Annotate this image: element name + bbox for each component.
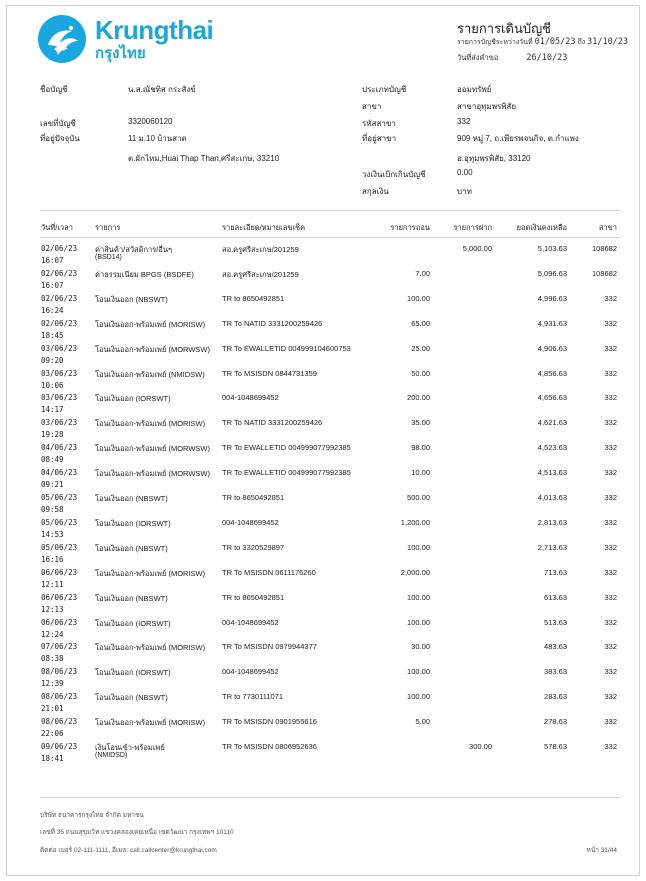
footer-address: เลขที่ 35 ถนนสุขุมวิท แขวงคลองเตยเหนือ เขตวัฒนา กรุงเทพฯ 10110 bbox=[40, 829, 234, 836]
row-description-code: (BSD14) bbox=[95, 254, 122, 261]
row-detail: TR To MSISDN 0611176260 bbox=[222, 567, 316, 577]
table-row bbox=[0, 742, 646, 767]
currency-value: บาท bbox=[457, 187, 472, 196]
row-balance: 4,013.63 bbox=[537, 493, 567, 502]
address-label: ที่อยู่ปัจจุบัน bbox=[40, 134, 80, 143]
row-description: โอนเงินออก-พร้อมเพย์ (NMIDSW) bbox=[95, 369, 205, 379]
row-description: โอนเงินออก-พร้อมเพย์ (MORISW) bbox=[95, 568, 206, 578]
row-detail: TR to 8650492851 bbox=[222, 592, 285, 602]
row-description: โอนเงินออก-พร้อมเพย์ (MORISW) bbox=[95, 643, 206, 653]
row-time: 08:49 bbox=[41, 455, 64, 465]
row-branch: 332 bbox=[604, 517, 617, 527]
branch-code-label: รหัสสาขา bbox=[362, 119, 396, 128]
row-branch: 332 bbox=[604, 667, 617, 677]
row-detail: TR To EWALLETID 004999104600753 bbox=[222, 343, 351, 353]
row-deposit: 5,000.00 bbox=[462, 244, 492, 253]
row-branch: 332 bbox=[604, 592, 617, 602]
address-line2: ต.ผักไหม,Huai Thap Than,ศรีสะเกษ, 33210 bbox=[128, 154, 280, 163]
row-withdrawal: 98.00 bbox=[411, 443, 430, 453]
row-date: 05/06/23 bbox=[41, 542, 78, 552]
table-row bbox=[0, 344, 646, 369]
row-description: เงินโอนเข้า-พร้อมเพย์ bbox=[95, 743, 165, 752]
row-balance: 4,656.63 bbox=[537, 393, 567, 403]
row-branch: 332 bbox=[604, 717, 617, 727]
row-detail: สอ.ครูศรีสะเกษ/201259 bbox=[222, 245, 299, 254]
row-branch: 332 bbox=[604, 567, 617, 577]
page-number: หน้า 31/44 bbox=[586, 847, 617, 854]
account-type-value: ออมทรัพย์ bbox=[457, 85, 492, 94]
row-withdrawal: 100.00 bbox=[407, 293, 430, 303]
row-time: 09:21 bbox=[41, 480, 64, 490]
account-type-label: ประเภทบัญชี bbox=[362, 85, 407, 94]
row-branch: 108682 bbox=[591, 244, 617, 253]
row-branch: 108682 bbox=[591, 268, 617, 278]
row-balance: 4,856.63 bbox=[537, 368, 567, 378]
row-withdrawal: 25.00 bbox=[411, 343, 430, 353]
table-row bbox=[0, 543, 646, 568]
row-date: 05/06/23 bbox=[41, 493, 78, 502]
row-detail: TR To NATID 3331200259426 bbox=[222, 418, 323, 428]
row-time: 16:07 bbox=[41, 280, 64, 290]
row-date: 04/06/23 bbox=[41, 468, 78, 478]
row-withdrawal: 200.00 bbox=[407, 393, 430, 403]
logo-text-th: กรุงไทย bbox=[95, 45, 146, 62]
row-withdrawal: 100.00 bbox=[407, 692, 430, 702]
row-description: โอนเงินออก (NBSWT) bbox=[95, 693, 168, 703]
branch-code-value: 332 bbox=[457, 117, 471, 126]
currency-label: สกุลเงิน bbox=[362, 187, 389, 196]
row-branch: 332 bbox=[604, 393, 617, 403]
row-detail: TR To EWALLETID 004999077992385 bbox=[222, 443, 351, 453]
table-row bbox=[0, 443, 646, 468]
row-time: 12:39 bbox=[41, 679, 64, 689]
row-branch: 332 bbox=[604, 742, 617, 751]
row-description: โอนเงินออก (IORSWT) bbox=[95, 618, 171, 628]
row-withdrawal: 100.00 bbox=[407, 667, 430, 677]
row-balance: 5,096.63 bbox=[537, 268, 567, 278]
row-detail: TR to 7730111071 bbox=[222, 692, 284, 702]
branch-address-label: ที่อยู่สาขา bbox=[362, 134, 397, 143]
row-branch: 332 bbox=[604, 368, 617, 378]
row-date: 02/06/23 bbox=[41, 268, 78, 278]
table-row bbox=[0, 568, 646, 593]
table-row bbox=[0, 418, 646, 443]
row-time: 09:20 bbox=[41, 355, 64, 365]
row-detail: TR To MSISDN 0979944377 bbox=[222, 642, 317, 652]
row-description: ค่าธรรมเนียม BPGS (BSDFE) bbox=[95, 269, 194, 279]
row-balance: 513.63 bbox=[544, 617, 567, 627]
address-line1: 11 ม.10 บ้านสาด bbox=[128, 134, 187, 143]
row-detail: สอ.ครูศรีสะเกษ/201259 bbox=[222, 269, 299, 279]
row-time: 12:11 bbox=[41, 579, 64, 589]
overdraft-value: 0.00 bbox=[457, 168, 473, 177]
account-number-value: 3320060120 bbox=[128, 117, 173, 126]
row-date: 02/06/23 bbox=[41, 318, 78, 328]
table-row bbox=[0, 717, 646, 742]
col-header-date: วันที่/เวลา bbox=[41, 223, 73, 232]
row-date: 02/06/23 bbox=[41, 244, 78, 253]
row-description: โอนเงินออก (IORSWT) bbox=[95, 518, 171, 528]
row-description: โอนเงินออก-พร้อมเพย์ (MORISW) bbox=[95, 319, 206, 329]
row-detail: TR to 8650492851 bbox=[222, 293, 285, 303]
document-title: รายการเดินบัญชี bbox=[457, 21, 551, 36]
row-balance: 4,621.63 bbox=[537, 418, 567, 428]
row-time: 09:58 bbox=[41, 505, 64, 514]
row-detail: 004-1048699452 bbox=[222, 667, 279, 677]
row-date: 06/06/23 bbox=[41, 592, 78, 602]
footer-company: บริษัท ธนาคารกรุงไทย จำกัด มหาชน bbox=[40, 812, 144, 819]
row-description: โอนเงินออก (IORSWT) bbox=[95, 394, 171, 404]
row-time: 08:38 bbox=[41, 654, 64, 664]
row-time: 12:24 bbox=[41, 629, 64, 639]
table-row bbox=[0, 618, 646, 643]
row-description: โอนเงินออก-พร้อมเพย์ (MORISW) bbox=[95, 419, 206, 429]
row-branch: 332 bbox=[604, 692, 617, 702]
row-time: 16:16 bbox=[41, 554, 64, 564]
row-balance: 2,813.63 bbox=[537, 517, 567, 527]
row-withdrawal: 1,200.00 bbox=[400, 517, 430, 527]
row-date: 02/06/23 bbox=[41, 293, 78, 303]
row-time: 16:07 bbox=[41, 256, 64, 265]
row-time: 18:45 bbox=[41, 330, 64, 340]
row-balance: 5,103.63 bbox=[537, 244, 567, 253]
row-detail: 004-1048699452 bbox=[222, 617, 279, 627]
row-date: 08/06/23 bbox=[41, 692, 78, 702]
table-row bbox=[0, 468, 646, 493]
table-row bbox=[0, 393, 646, 418]
row-description: โอนเงินออก-พร้อมเพย์ (MORWSW) bbox=[95, 344, 210, 354]
row-withdrawal: 5.00 bbox=[415, 717, 430, 727]
footer-contact: ติดต่อ เบอร์ 02-111-1111, อีเมล: call.callcenter@krungthai.com bbox=[40, 847, 217, 854]
row-description: โอนเงินออก (NBSWT) bbox=[95, 294, 168, 304]
table-row bbox=[0, 593, 646, 618]
statement-period: รายการบัญชีระหว่างวันที่ 01/05/23 ถึง 31/10/23 bbox=[457, 37, 629, 47]
col-header-withdrawal: รายการถอน bbox=[390, 223, 430, 232]
row-detail: 004-1048699452 bbox=[222, 517, 279, 527]
row-date: 03/06/23 bbox=[41, 418, 78, 428]
row-detail: TR to 8650492851 bbox=[222, 493, 285, 502]
row-time: 21:01 bbox=[41, 704, 64, 714]
row-withdrawal: 100.00 bbox=[407, 592, 430, 602]
branch-value: สาขาอุทุมพรพิสัย bbox=[457, 102, 517, 111]
branch-address-line1: 909 หมู่ 7, ถ.เพียรพจนกิจ, ต.กำแพง bbox=[457, 134, 579, 143]
row-balance: 4,906.63 bbox=[537, 343, 567, 353]
row-withdrawal: 10.00 bbox=[411, 468, 430, 478]
row-balance: 713.63 bbox=[544, 567, 567, 577]
row-branch: 332 bbox=[604, 443, 617, 453]
row-balance: 613.63 bbox=[544, 592, 567, 602]
bank-logo bbox=[38, 15, 213, 63]
overdraft-label: วงเงินเบิกเกินบัญชี bbox=[362, 170, 426, 179]
table-top-rule bbox=[40, 210, 620, 211]
table-row bbox=[0, 642, 646, 667]
row-description: โอนเงินออก (IORSWT) bbox=[95, 668, 171, 678]
row-branch: 332 bbox=[604, 343, 617, 353]
table-row bbox=[0, 269, 646, 294]
table-header-rule bbox=[40, 237, 620, 238]
col-header-description: รายการ bbox=[95, 223, 121, 232]
row-time: 22:06 bbox=[41, 729, 64, 739]
row-withdrawal: 2,000.00 bbox=[400, 567, 430, 577]
row-balance: 4,996.63 bbox=[537, 293, 567, 303]
row-date: 08/06/23 bbox=[41, 667, 78, 677]
table-row bbox=[0, 369, 646, 394]
row-withdrawal: 65.00 bbox=[411, 318, 430, 328]
row-date: 06/06/23 bbox=[41, 567, 78, 577]
row-time: 18:41 bbox=[41, 754, 64, 763]
row-branch: 332 bbox=[604, 468, 617, 478]
row-withdrawal: 100.00 bbox=[407, 542, 430, 552]
table-row bbox=[0, 493, 646, 518]
col-header-detail: รายละเอียด/หมายเลขเช็ค bbox=[222, 223, 306, 232]
row-time: 19:28 bbox=[41, 430, 64, 440]
row-deposit: 300.00 bbox=[469, 742, 492, 751]
footer-rule bbox=[40, 797, 620, 798]
row-balance: 4,513.63 bbox=[537, 468, 567, 478]
row-detail: TR To EWALLETID 004999077992385 bbox=[222, 468, 351, 478]
row-date: 03/06/23 bbox=[41, 393, 78, 403]
row-branch: 332 bbox=[604, 293, 617, 303]
row-detail: TR To NATID 3331200259426 bbox=[222, 318, 323, 328]
row-branch: 332 bbox=[604, 542, 617, 552]
row-branch: 332 bbox=[604, 318, 617, 328]
col-header-branch: สาขา bbox=[598, 223, 617, 232]
row-date: 03/06/23 bbox=[41, 343, 78, 353]
row-detail: TR To MSISDN 0806952636 bbox=[222, 742, 317, 751]
row-detail: TR To MSISDN 0844731359 bbox=[222, 368, 317, 378]
account-name-label: ชื่อบัญชี bbox=[40, 85, 68, 94]
row-detail: 004-1048699452 bbox=[222, 393, 279, 403]
row-balance: 483.63 bbox=[544, 642, 567, 652]
table-row bbox=[0, 319, 646, 344]
row-date: 08/06/23 bbox=[41, 717, 78, 727]
row-date: 04/06/23 bbox=[41, 443, 78, 453]
row-date: 06/06/23 bbox=[41, 617, 78, 627]
row-branch: 332 bbox=[604, 418, 617, 428]
row-time: 14:53 bbox=[41, 529, 64, 539]
row-time: 10:06 bbox=[41, 380, 64, 390]
row-description: โอนเงินออก (NBSWT) bbox=[95, 543, 168, 553]
row-withdrawal: 30.00 bbox=[411, 642, 430, 652]
row-withdrawal: 500.00 bbox=[407, 493, 430, 502]
table-row bbox=[0, 244, 646, 269]
row-branch: 332 bbox=[604, 617, 617, 627]
table-row bbox=[0, 294, 646, 319]
row-description: โอนเงินออก-พร้อมเพย์ (MORISW) bbox=[95, 718, 206, 728]
row-balance: 4,931.63 bbox=[537, 318, 567, 328]
row-date: 07/06/23 bbox=[41, 642, 78, 652]
row-time: 14:17 bbox=[41, 405, 64, 415]
row-detail: TR to 3320529897 bbox=[222, 542, 285, 552]
row-balance: 383.63 bbox=[544, 667, 567, 677]
row-balance: 278.63 bbox=[544, 717, 567, 727]
branch-address-line2: อ.อุทุมพรพิสัย, 33120 bbox=[457, 154, 531, 163]
row-withdrawal: 7.00 bbox=[415, 268, 430, 278]
row-time: 12:13 bbox=[41, 604, 64, 614]
row-balance: 283.63 bbox=[544, 692, 567, 702]
row-time: 16:24 bbox=[41, 305, 64, 315]
row-balance: 4,523.63 bbox=[537, 443, 567, 453]
row-date: 09/06/23 bbox=[41, 742, 78, 751]
row-withdrawal: 50.00 bbox=[411, 368, 430, 378]
row-withdrawal: 100.00 bbox=[407, 617, 430, 627]
request-date: วันที่ส่งคำขอ 26/10/23 bbox=[457, 53, 568, 63]
row-date: 03/06/23 bbox=[41, 368, 78, 378]
row-detail: TR To MSISDN 0901955616 bbox=[222, 717, 317, 727]
account-name-value: น.ส.ณัชทิส กระสังข์ bbox=[128, 85, 196, 94]
table-row bbox=[0, 692, 646, 717]
row-description: โอนเงินออก-พร้อมเพย์ (MORWSW) bbox=[95, 469, 210, 479]
row-balance: 2,713.63 bbox=[537, 542, 567, 552]
row-date: 05/06/23 bbox=[41, 517, 78, 527]
logo-text-en: Krungthai bbox=[95, 15, 214, 45]
table-row bbox=[0, 667, 646, 692]
table-row bbox=[0, 518, 646, 543]
col-header-balance: ยอดเงินคงเหลือ bbox=[516, 223, 567, 232]
col-header-deposit: รายการฝาก bbox=[453, 223, 492, 232]
row-branch: 332 bbox=[604, 642, 617, 652]
row-withdrawal: 35.00 bbox=[411, 418, 430, 428]
row-description: โอนเงินออก-พร้อมเพย์ (MORWSW) bbox=[95, 444, 210, 454]
row-description: โอนเงินออก (NBSWT) bbox=[95, 494, 168, 503]
branch-label: สาขา bbox=[362, 102, 382, 111]
account-number-label: เลขที่บัญชี bbox=[40, 119, 76, 128]
row-branch: 332 bbox=[604, 493, 617, 502]
row-balance: 578.63 bbox=[544, 742, 567, 751]
krungthai-bird-icon bbox=[38, 15, 86, 63]
row-description-code: (NMIDSD) bbox=[95, 752, 128, 759]
row-description: ค่าสินค้า/สวัสดิการ/อื่นๆ bbox=[95, 245, 173, 254]
row-description: โอนเงินออก (NBSWT) bbox=[95, 593, 168, 603]
